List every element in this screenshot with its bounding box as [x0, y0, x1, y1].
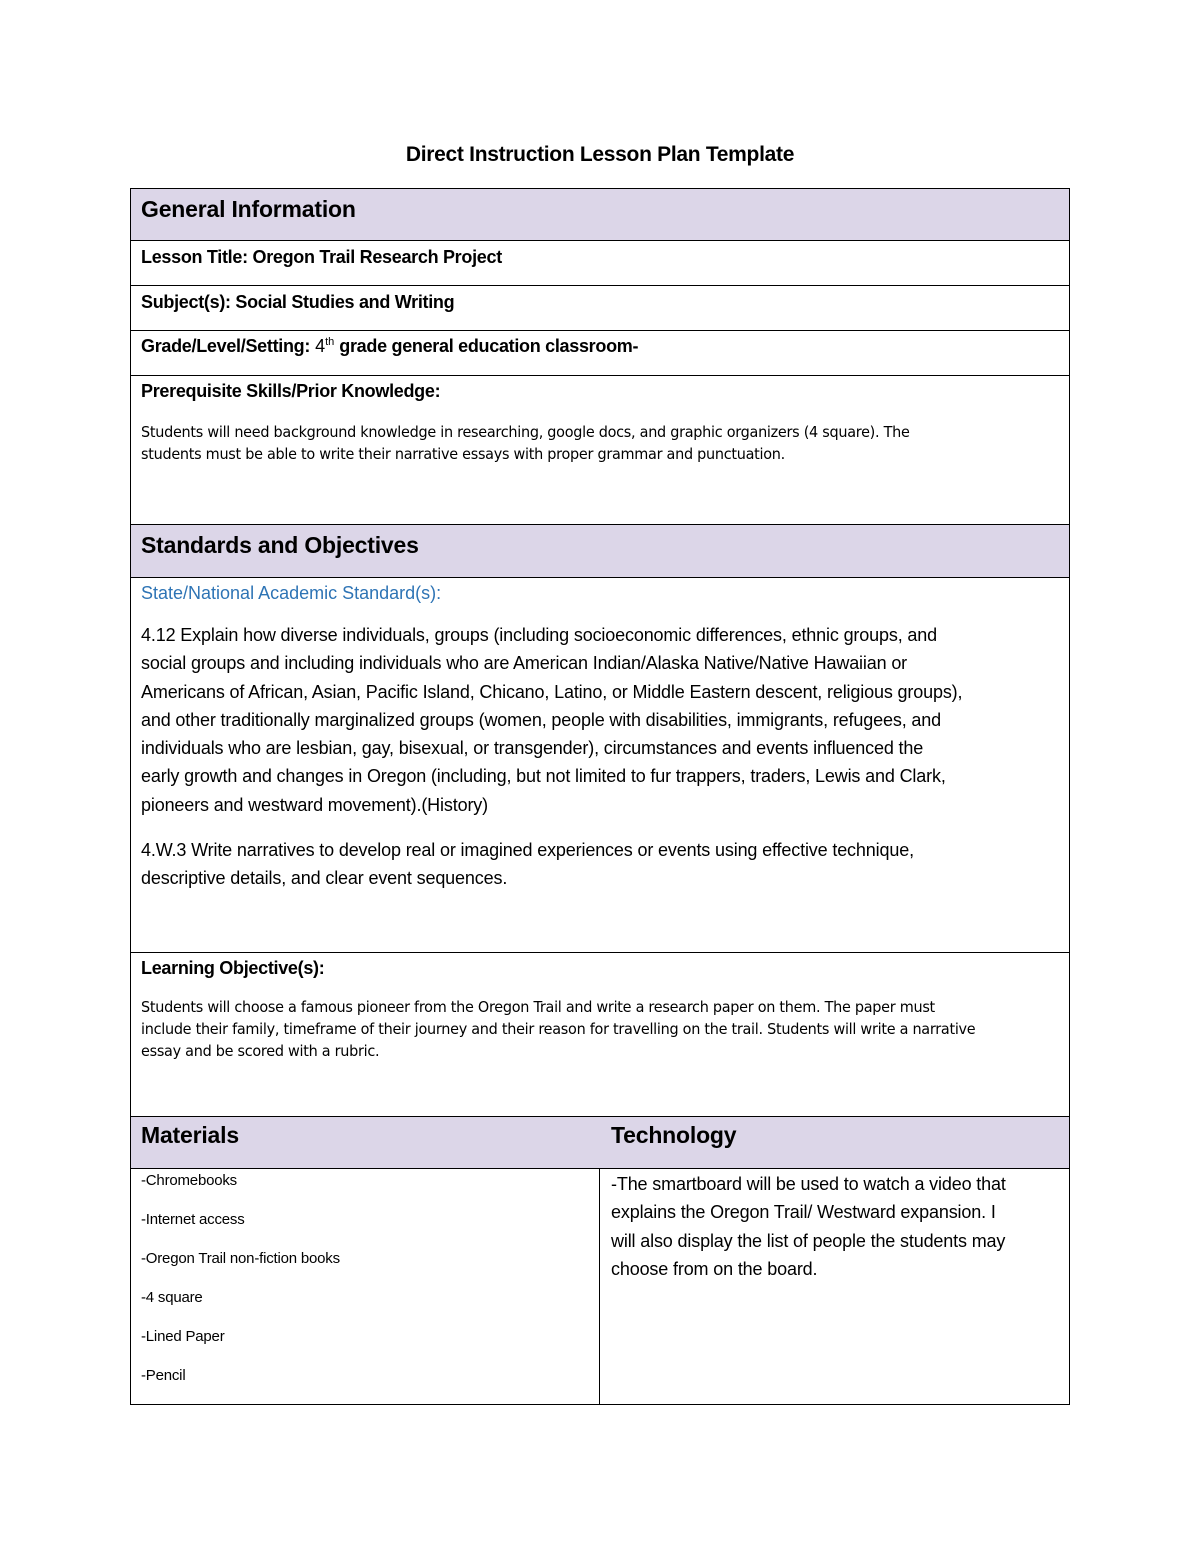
- materials-item: -Internet access: [141, 1211, 245, 1228]
- document-title: Direct Instruction Lesson Plan Template: [405, 143, 795, 166]
- materials-technology-header: [131, 1117, 1069, 1169]
- objectives-line: essay and be scored with a rubric.: [141, 1042, 380, 1060]
- materials-item: -Oregon Trail non-fiction books: [141, 1250, 340, 1267]
- grade-label: Grade/Level/Setting:: [141, 336, 311, 356]
- standard-line: descriptive details, and clear event sequences.: [141, 868, 508, 889]
- general-information-table: [130, 188, 1070, 525]
- materials-item: -Lined Paper: [141, 1328, 225, 1345]
- objectives-label: Learning Objective(s):: [141, 958, 325, 978]
- prereq-text: [141, 421, 1062, 465]
- prereq-line: Students will need background knowledge in researching, google docs, and graphic organizers (4 square). The: [141, 423, 910, 441]
- materials-item: -Pencil: [141, 1367, 186, 1384]
- standard-line: early growth and changes in Oregon (including, but not limited to fur trappers, traders, Lewis and Clark,: [141, 766, 946, 787]
- general-information-header: [131, 189, 1069, 241]
- objectives-line: include their family, timeframe of their journey and their reason for travelling on the trail. Students will write a narrative: [141, 1020, 976, 1038]
- technology-title: Technology: [611, 1122, 737, 1148]
- materials-title: Materials: [141, 1122, 239, 1148]
- standards-label: State/National Academic Standard(s):: [141, 583, 442, 603]
- materials-item: -Chromebooks: [141, 1172, 237, 1189]
- standards-row: [131, 578, 1069, 953]
- technology-line: will also display the list of people the students may: [611, 1230, 1006, 1251]
- objectives-line: Students will choose a famous pioneer from the Oregon Trail and write a research paper on them. The paper must: [141, 998, 935, 1016]
- general-information-title: General Information: [141, 196, 356, 222]
- standard-line: Americans of African, Asian, Pacific Island, Chicano, Latino, or Middle Eastern descent, religious groups),: [141, 681, 963, 702]
- grade-row: [131, 331, 1069, 376]
- standard-line: social groups and including individuals who are American Indian/Alaska Native/Native Hawaiian or: [141, 653, 908, 674]
- prereq-row: [131, 376, 1069, 522]
- standard-line: individuals who are lesbian, gay, bisexual, or transgender), circumstances and events influenced the: [141, 738, 924, 759]
- materials-technology-table: [130, 1116, 1070, 1405]
- grade-suffix: th: [325, 336, 335, 348]
- standards-title: Standards and Objectives: [141, 532, 419, 558]
- grade-number: 4: [315, 336, 326, 356]
- standards-header: [131, 525, 1069, 578]
- prereq-line: students must be able to write their narrative essays with proper grammar and punctuation.: [141, 445, 785, 463]
- technology-cell: [611, 1170, 1061, 1283]
- lesson-title-row: [131, 241, 1069, 286]
- lesson-title: Lesson Title: Oregon Trail Research Project: [141, 247, 502, 267]
- subjects-row: [131, 286, 1069, 331]
- materials-cell: [131, 1170, 599, 1404]
- standard-line: 4.12 Explain how diverse individuals, groups (including socioeconomic differences, ethnic groups, and: [141, 625, 937, 645]
- technology-line: -The smartboard will be used to watch a video that: [611, 1174, 1006, 1194]
- standard-4-12: [141, 621, 1059, 819]
- prereq-label: Prerequisite Skills/Prior Knowledge:: [141, 381, 441, 401]
- standard-line: 4.W.3 Write narratives to develop real or imagined experiences or events using effective technique,: [141, 840, 914, 861]
- standard-4-w-3: [141, 836, 1059, 893]
- technology-line: choose from on the board.: [611, 1258, 818, 1279]
- standards-table: [130, 524, 1070, 1117]
- objectives-text: [141, 996, 1062, 1062]
- technology-line: explains the Oregon Trail/ Westward expansion. I: [611, 1202, 996, 1223]
- subjects: Subject(s): Social Studies and Writing: [141, 292, 455, 312]
- standard-line: and other traditionally marginalized groups (women, people with disabilities, immigrants, refugees, and: [141, 709, 941, 730]
- standard-line: pioneers and westward movement).(History): [141, 794, 488, 815]
- materials-item: -4 square: [141, 1289, 203, 1306]
- grade-description: grade general education classroom-: [339, 336, 639, 356]
- objectives-row: [131, 953, 1069, 1116]
